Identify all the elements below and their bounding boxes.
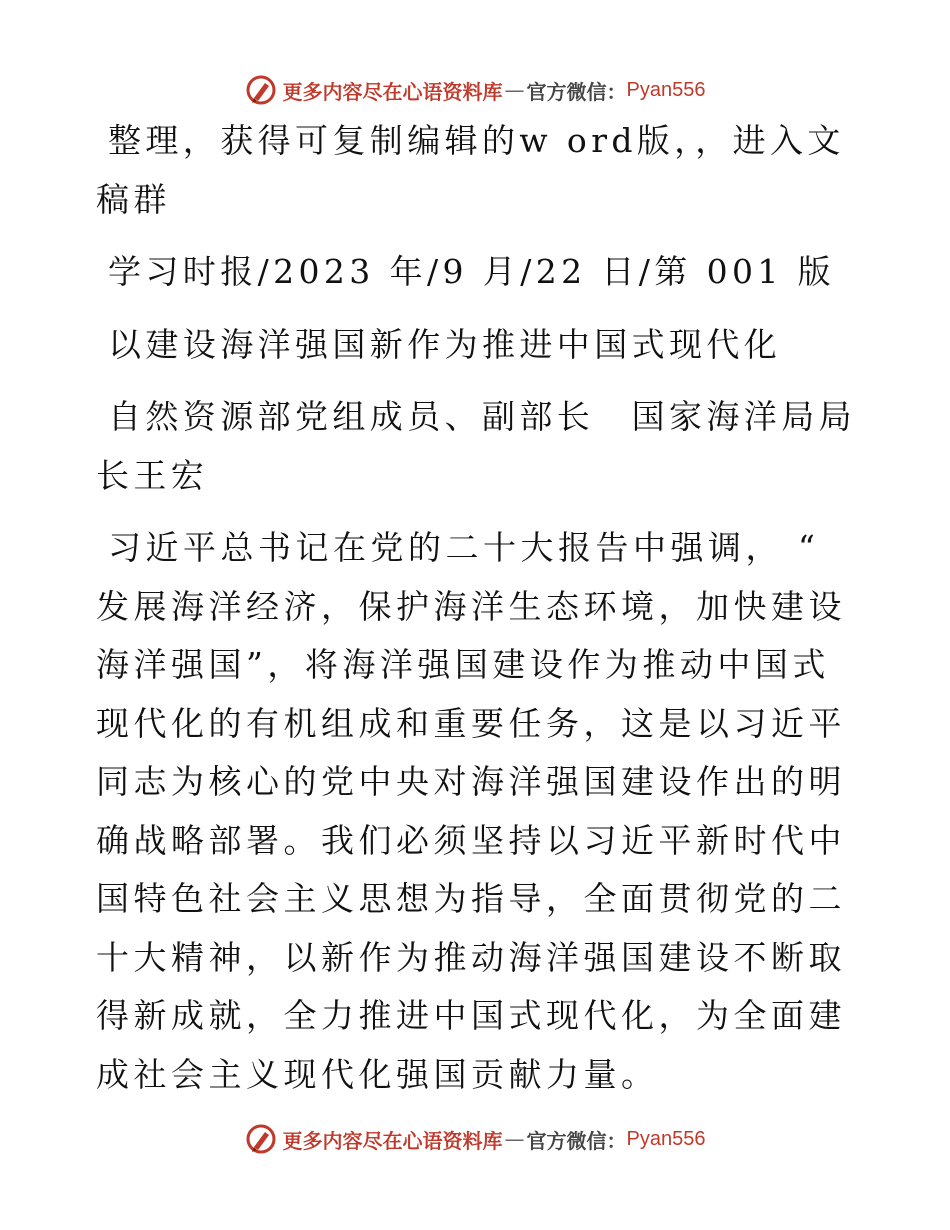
pen-logo-icon [245,1123,277,1155]
pen-logo-icon [245,74,277,106]
banner-separator: — [504,78,525,102]
banner-wechat-label: 官方微信： [526,79,627,104]
article-title: 以建设海洋强国新作为推进中国式现代化 [108,324,782,364]
document-content [96,112,856,1104]
header-watermark-banner [0,70,950,110]
banner-separator: — [504,1127,525,1151]
banner-main-text: 更多内容尽在心语资料库 [282,1128,503,1153]
body-paragraph: 习近平总书记在党的二十大报告中强调， “ 发展海洋经济，保护海洋生态环境，加快建设海洋强国”，将海洋强国建设作为推动中国式现代化的有机组成和重要任务，这是以习近平同志为核心的党中央对海洋强国建设作出的明确战略部署。我们必须坚持以习近平新时代中国特色社会主义思想为指导，全面贯彻党的二十大精神，以新作为推动海洋强国建设不断取得新成就，全力推进中国式现代化，为全面建成社会主义现代化强国贡献力量。 [96,528,846,1094]
source-line: 学习时报/2023 年/9 月/22 日/第 001 版 [108,252,836,291]
intro-paragraph: 整理，获得可复制编辑的w ord版，，进入文稿群 [96,121,845,219]
banner-wechat-id: Pyan556 [626,1127,706,1150]
footer-watermark-banner [0,1119,950,1159]
banner-main-text: 更多内容尽在心语资料库 [282,79,503,104]
author-line: 自然资源部党组成员、副部长 国家海洋局局长王宏 [96,397,856,495]
banner-wechat-label: 官方微信： [526,1128,627,1153]
banner-wechat-id: Pyan556 [626,78,706,101]
